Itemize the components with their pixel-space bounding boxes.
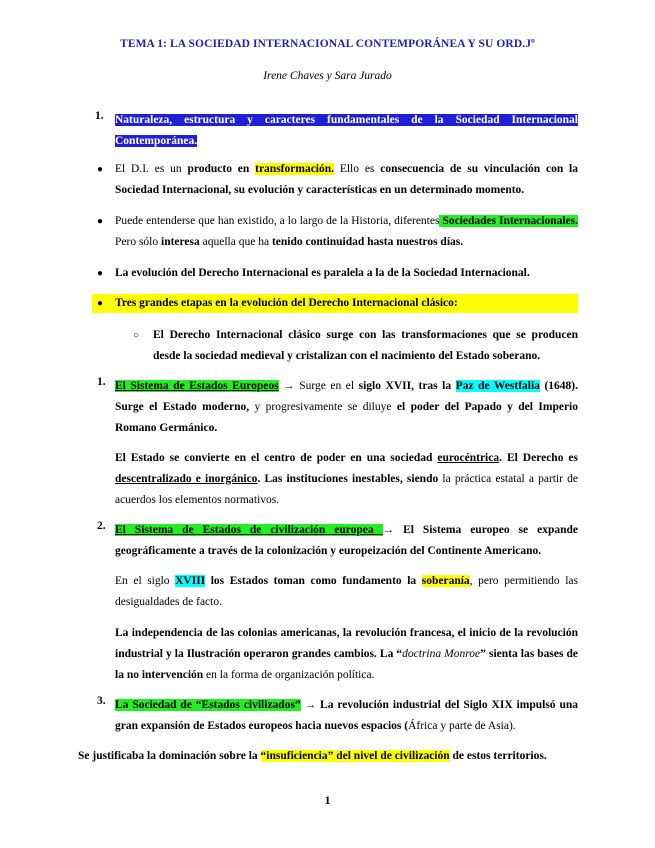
text-run: El D.I. es un <box>115 163 188 175</box>
stage-number: 1. <box>97 376 106 388</box>
text-run: , pero permitiendo las desigualdades de facto. <box>115 575 578 608</box>
text-run: . El Derecho es <box>499 452 578 464</box>
text-run: . Las instituciones inestables, siendo <box>257 473 439 485</box>
stage-2-context <box>115 623 578 686</box>
text-run: aquella que ha <box>199 236 272 248</box>
italic-term: doctrina Monroe <box>402 648 481 660</box>
text-run: Se justificaba la dominación sobre la <box>78 750 261 762</box>
text-run: → El Sistema europeo se expande geográficamente a través de la colonización y europeización del Continente Americano. <box>115 524 578 557</box>
bullet-paragraph-1 <box>115 159 578 201</box>
text-run: consecuencia de su vinculación con la Sociedad Internacional, su evolución y características en un determinado momento. <box>115 163 578 196</box>
section-heading <box>115 110 578 152</box>
text-run: producto en <box>187 163 256 175</box>
highlighted-term: El Sistema de Estados de civilización europea <box>115 524 383 536</box>
text-run: El Estado se convierte en el centro de poder en una sociedad <box>115 452 438 464</box>
closing-paragraph <box>78 746 578 767</box>
document-title: TEMA 1: LA SOCIEDAD INTERNACIONAL CONTEMPORÁNEA Y SU ORD.Jº <box>120 38 535 50</box>
stage-number: 2. <box>97 520 106 532</box>
stage-2-detail <box>115 571 578 613</box>
text-run: y progresivamente se diluye <box>249 401 397 413</box>
text-run: → La revolución industrial del Siglo XIX impulsó una gran expansión de Estados europeos hacia nuevos espacios ( <box>115 699 579 732</box>
document-authors: Irene Chaves y Sara Jurado <box>263 70 392 82</box>
highlighted-term: Sociedades Internacionales. <box>439 215 579 227</box>
text-run: La independencia de las colonias americanas, la revolución francesa, el inicio de la revolución industrial y la Ilustración operaron grandes cambios. La “ <box>115 627 578 660</box>
text-run: ” sienta las bases de la no intervención <box>115 648 579 681</box>
bullet-icon: ● <box>97 216 104 227</box>
bullet-icon: ● <box>97 298 104 309</box>
section-heading-text: Naturaleza, estructura y caracteres fundamentales de la Sociedad Internacional Contemporánea. <box>115 114 578 147</box>
highlighted-term: La Sociedad de “Estados civilizados” <box>115 699 301 711</box>
page-number: 1 <box>324 793 331 807</box>
underlined-term: descentralizado e inorgánico <box>115 473 258 485</box>
text-run: En el siglo <box>115 575 176 587</box>
bullet-paragraph-3: La evolución del Derecho Internacional es paralela a la de la Sociedad Internacional. <box>115 267 530 279</box>
highlighted-term: soberanía <box>421 575 470 587</box>
bullet-paragraph-4: Tres grandes etapas en la evolución del Derecho Internacional clásico: <box>115 297 458 309</box>
stage-2-paragraph <box>115 520 578 562</box>
sub-bullet-icon: ○ <box>133 330 140 341</box>
text-run: → Surge en el <box>278 380 359 392</box>
highlighted-term: El Sistema de Estados Europeos <box>115 380 279 392</box>
text-run: en la forma de organización política. <box>203 669 375 681</box>
highlighted-term: XVIII <box>175 575 206 587</box>
text-run: la práctica estatal a partir de acuerdos los elementos normativos. <box>115 473 578 506</box>
highlighted-term: Paz de Westfalia <box>455 380 540 392</box>
text-run: Ello es <box>334 163 381 175</box>
highlighted-term: transformación. <box>255 163 335 175</box>
bullet-icon: ● <box>97 164 104 175</box>
bullet-paragraph-2 <box>115 211 578 253</box>
text-run: (1648). Surge el Estado moderno, <box>115 380 578 413</box>
text-run: África y parte de Asia). <box>408 720 516 732</box>
stage-1-detail <box>115 448 578 511</box>
text-run: Puede entenderse que han existido, a lo largo de la Historia, diferentes <box>115 215 440 227</box>
text-run: el poder del Papado y del Imperio Romano Germánico. <box>115 401 578 434</box>
text-run: los Estados toman como fundamento la <box>205 575 422 587</box>
text-run: de estos territorios. <box>449 750 547 762</box>
stage-1-paragraph <box>115 376 578 439</box>
sub-bullet-paragraph: El Derecho Internacional clásico surge con las transformaciones que se producen desde la sociedad medieval y cristalizan con el nacimiento del Estado soberano. <box>153 329 578 362</box>
text-run: interesa <box>161 236 200 248</box>
text-run: siglo XVII, tras la <box>358 380 456 392</box>
stage-number: 3. <box>97 695 106 707</box>
stage-3-paragraph <box>115 695 578 737</box>
text-run: tenido continuidad hasta nuestros días. <box>271 236 464 248</box>
underlined-term: eurocéntrica <box>437 452 500 464</box>
section-number: 1. <box>95 110 104 122</box>
text-run: Pero sólo <box>115 236 161 248</box>
bullet-icon: ● <box>97 268 104 279</box>
highlighted-term: “insuficiencia” del nivel de civilización <box>260 750 450 762</box>
